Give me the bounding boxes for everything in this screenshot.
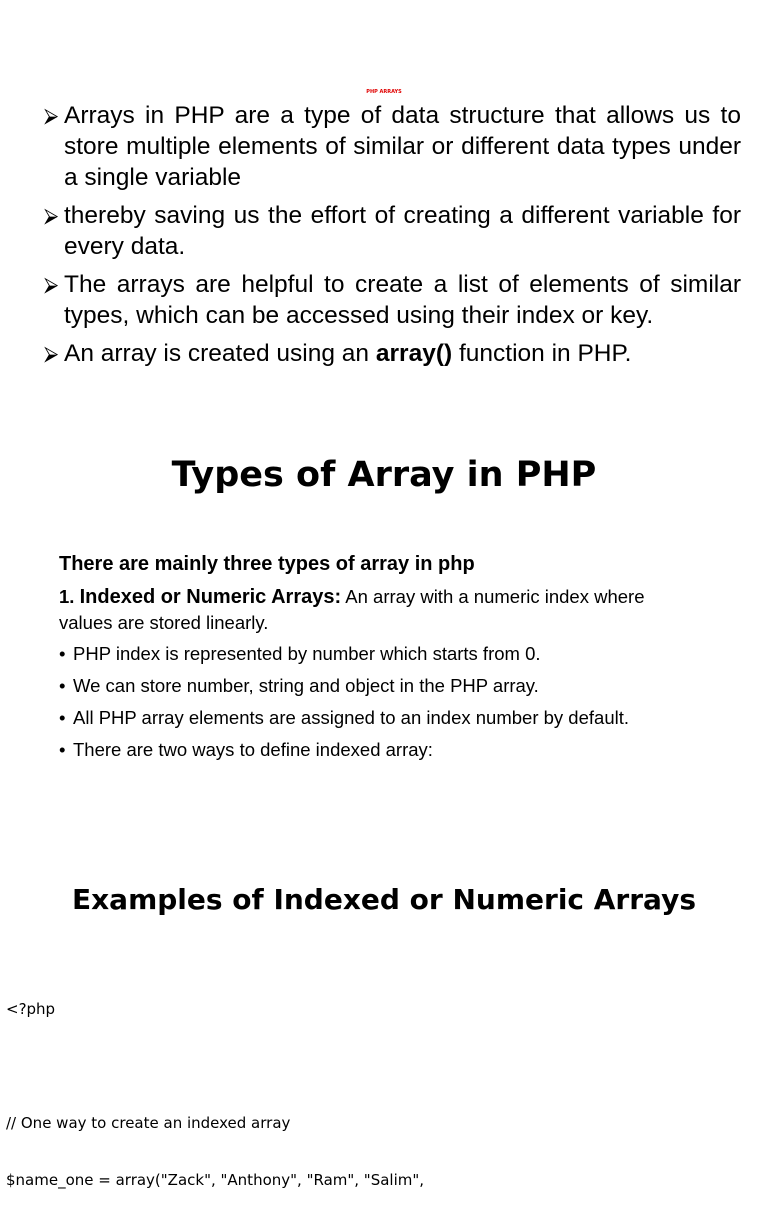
dot-bullet-icon: • [59,675,66,696]
types-point-text: There are two ways to define indexed array: [73,739,433,760]
dot-bullet-icon: • [59,707,66,728]
types-point-text: PHP index is represented by number which starts from 0. [73,643,541,664]
bullet-text-end: function in PHP. [452,340,632,367]
types-point [59,705,699,730]
types-item-name: Indexed or Numeric Arrays: [79,586,342,608]
bullet-text-bold: array() [375,340,453,367]
arrow-bullet-icon: ⮚ [44,341,59,365]
types-point-text: All PHP array elements are assigned to an index number by default. [73,707,629,728]
types-point [59,737,699,762]
types-point-text: We can store number, string and object in the PHP array. [73,675,539,696]
types-item-description: An array with a numeric index where values are stored linearly. [59,586,645,633]
slide-small-title: PHP ARRAYS [366,89,402,95]
code-line: <?php [6,1000,56,1018]
bullet-item [44,200,741,262]
bullet-text-start: An array is created using an [64,340,376,367]
dot-bullet-icon: • [59,739,66,760]
types-item-number: 1. [59,586,75,607]
arrow-bullet-list [44,100,741,376]
code-line: // One way to create an indexed array [6,1114,291,1132]
types-item [59,584,699,635]
types-section-body [59,550,699,769]
bullet-item [44,269,741,331]
code-line: $name_one = array("Zack", "Anthony", "Ram", "Salim", [6,1171,425,1189]
bullet-text: The arrays are helpful to create a list of elements of similar types, which can be accessed using their index or key. [64,271,741,329]
dot-bullet-icon: • [59,643,66,664]
arrow-bullet-icon: ⮚ [44,272,59,296]
types-points-list [59,641,699,762]
code-line-blank [6,1057,424,1076]
types-point [59,641,699,666]
types-point [59,673,699,698]
types-intro: There are mainly three types of array in php [59,553,475,575]
bullet-item [44,338,741,369]
types-section-title: Types of Array in PHP [171,455,597,495]
bullet-text: thereby saving us the effort of creating a different variable for every data. [64,202,741,260]
arrow-bullet-icon: ⮚ [44,203,59,227]
examples-section-title: Examples of Indexed or Numeric Arrays [71,883,696,916]
bullet-item [44,100,741,193]
arrow-bullet-icon: ⮚ [44,103,59,127]
bullet-text: Arrays in PHP are a type of data structure that allows us to store multiple elements of similar or different data types under a single variable [64,102,741,191]
code-example [6,962,424,1209]
